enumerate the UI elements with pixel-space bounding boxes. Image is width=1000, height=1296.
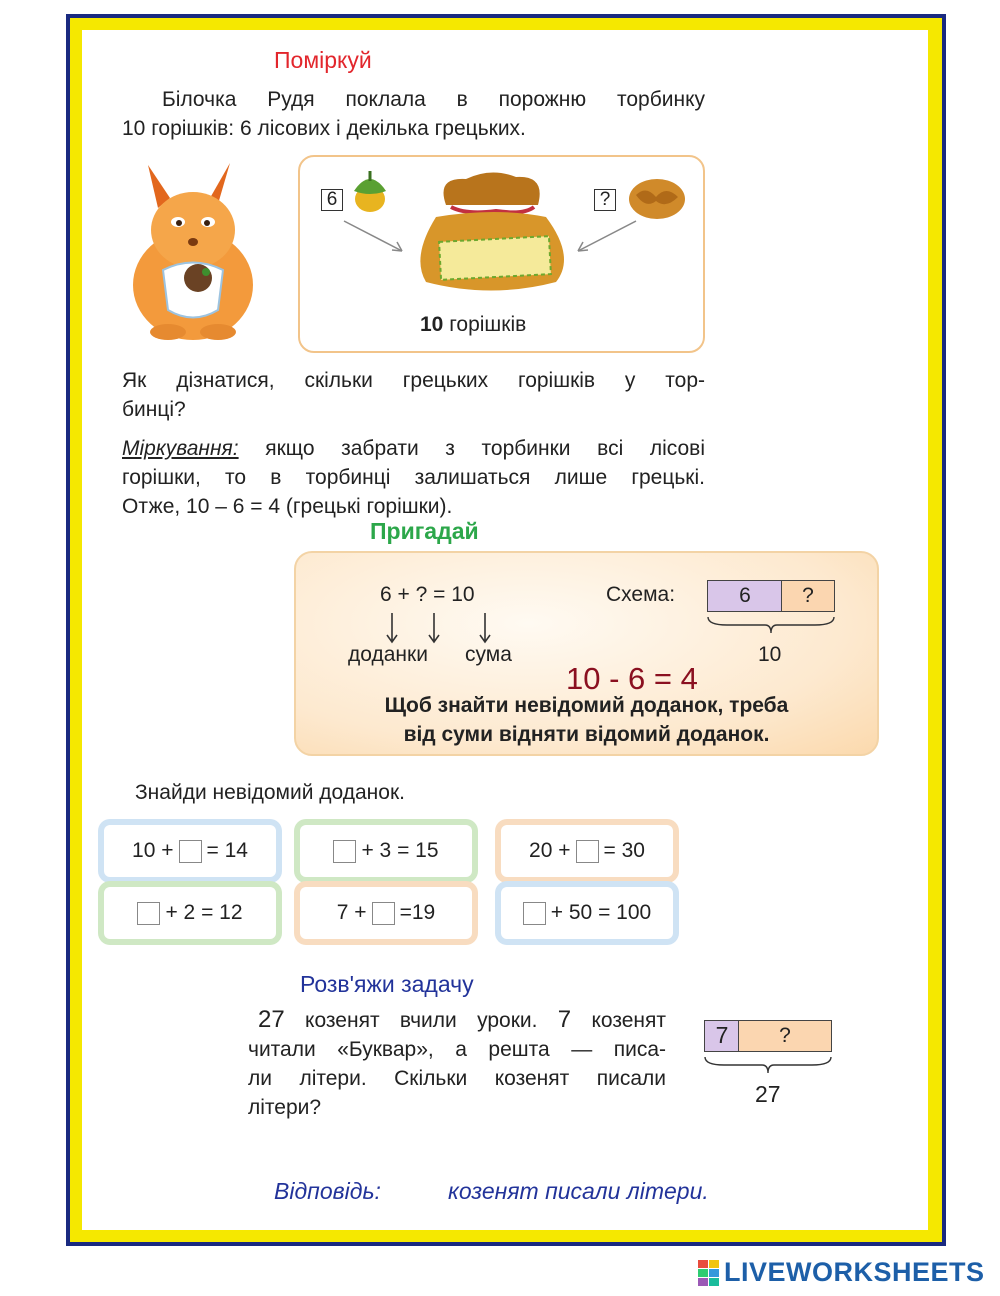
- walnut-icon: [626, 175, 688, 223]
- problem-scheme-bar: [704, 1020, 832, 1052]
- problem-scheme-unknown: ?: [738, 1020, 832, 1052]
- answer-input[interactable]: [333, 840, 356, 863]
- walnut-count-box: ?: [594, 189, 616, 211]
- problem-scheme-known: 7: [704, 1020, 740, 1052]
- problem-text-1: козенят вчили уроки.: [305, 1009, 538, 1032]
- exercise-card: [501, 887, 673, 939]
- problem-line-2: читали «Буквар», а решта — писа-: [248, 1038, 666, 1061]
- card-after-text: =19: [399, 901, 436, 924]
- problem-line-1: [248, 1005, 666, 1035]
- hazelnut-count-box: 6: [321, 189, 343, 211]
- card-after-text: = 30: [603, 839, 645, 862]
- question-line-1: Як дізнатися, скільки грецьких горішків у тор-: [122, 369, 705, 392]
- question-line-2: бинці?: [122, 398, 186, 421]
- label-addends: доданки: [348, 643, 428, 666]
- reasoning-paragraph: [122, 434, 705, 521]
- think-title: Поміркуй: [274, 47, 372, 73]
- answer-text: козенят писали літери.: [448, 1178, 709, 1204]
- answer-input[interactable]: [179, 840, 202, 863]
- label-sum: сума: [465, 643, 512, 666]
- bag-icon: [406, 167, 581, 297]
- scheme-bar: [707, 580, 835, 612]
- scheme-label: Схема:: [606, 583, 676, 606]
- scheme-unknown-part: ?: [781, 580, 835, 612]
- reasoning-line-3: Отже, 10 – 6 = 4 (грецькі горішки).: [122, 495, 453, 518]
- answer-equation: 10 - 6 = 4: [566, 661, 698, 696]
- answer-input[interactable]: [576, 840, 599, 863]
- reasoning-line-1: [122, 434, 705, 463]
- nuts-bag-box: [298, 155, 705, 353]
- answer-input[interactable]: [372, 902, 395, 925]
- rule-box: [294, 551, 879, 756]
- liveworksheets-logo-text: LIVEWORKSHEETS: [724, 1257, 985, 1287]
- card-before-text: 7 +: [336, 901, 367, 924]
- card-after-text: = 14: [206, 839, 248, 862]
- answer-label: Відповідь:: [274, 1178, 381, 1204]
- answer-input[interactable]: [523, 902, 546, 925]
- problem-paragraph: [248, 1005, 666, 1122]
- problem-scheme-brace: [704, 1055, 832, 1075]
- card-after-text: + 50 = 100: [550, 901, 652, 924]
- problem-scheme-total: 27: [755, 1081, 781, 1107]
- reasoning-line-2: горішки, то в торбинці залишаться лише грецькі.: [122, 466, 705, 489]
- card-after-text: + 2 = 12: [165, 901, 243, 924]
- arrow-left-icon: [340, 217, 410, 257]
- exercise-card: [501, 825, 673, 877]
- story-paragraph: [122, 85, 705, 143]
- story-line-1: Білочка Рудя поклала в порожню торбинку: [162, 88, 705, 111]
- liveworksheets-logo-icon: [698, 1260, 720, 1286]
- exercise-card: [104, 825, 276, 877]
- exercise-card: [300, 887, 472, 939]
- rule-line-1: Щоб знайти невідомий доданок, треба: [384, 694, 789, 717]
- scheme-brace: [707, 615, 835, 635]
- squirrel-illustration: [118, 160, 268, 345]
- answer-input[interactable]: [137, 902, 160, 925]
- question-paragraph: [122, 366, 705, 424]
- problem-number-1: 27: [258, 1006, 285, 1033]
- card-before-text: 20 +: [529, 839, 571, 862]
- rule-equation: 6 + ? = 10: [380, 583, 475, 606]
- hazelnut-icon: [348, 167, 392, 215]
- answer-input[interactable]: [402, 1176, 442, 1204]
- arrow-right-icon: [570, 217, 640, 257]
- exercise-card: [104, 887, 276, 939]
- arrow-down-icon: [429, 613, 439, 642]
- rule-line-2: від суми відняти відомий доданок.: [403, 723, 770, 746]
- bag-caption-number: 10: [420, 313, 444, 336]
- problem-line-4: літери?: [248, 1096, 322, 1119]
- remember-title: Пригадай: [370, 518, 479, 544]
- reasoning-text-1: якщо забрати з торбинки всі лісові: [265, 437, 705, 460]
- arrow-down-icon: [480, 613, 490, 642]
- bag-caption: [420, 313, 526, 337]
- reasoning-label: Міркування:: [122, 437, 239, 460]
- problem-title: Розв'яжи задачу: [300, 971, 474, 997]
- liveworksheets-logo: [698, 1257, 985, 1288]
- equation-arrows: [378, 611, 498, 647]
- exercise-card: [300, 825, 472, 877]
- scheme-known-part: 6: [707, 580, 783, 612]
- story-line-2: 10 горішків: 6 лісових і декілька грецьких.: [122, 117, 526, 140]
- card-before-text: 10 +: [132, 839, 174, 862]
- problem-text-2: козенят: [591, 1009, 666, 1032]
- arrow-down-icon: [387, 613, 397, 642]
- scheme-total: 10: [758, 643, 782, 666]
- problem-number-2: 7: [557, 1006, 572, 1033]
- problem-line-3: ли літери. Скільки козенят писали: [248, 1067, 666, 1090]
- exercise-title: Знайди невідомий доданок.: [135, 781, 405, 804]
- card-after-text: + 3 = 15: [361, 839, 439, 862]
- rule-text: [296, 691, 877, 749]
- bag-caption-text: горішків: [449, 313, 527, 336]
